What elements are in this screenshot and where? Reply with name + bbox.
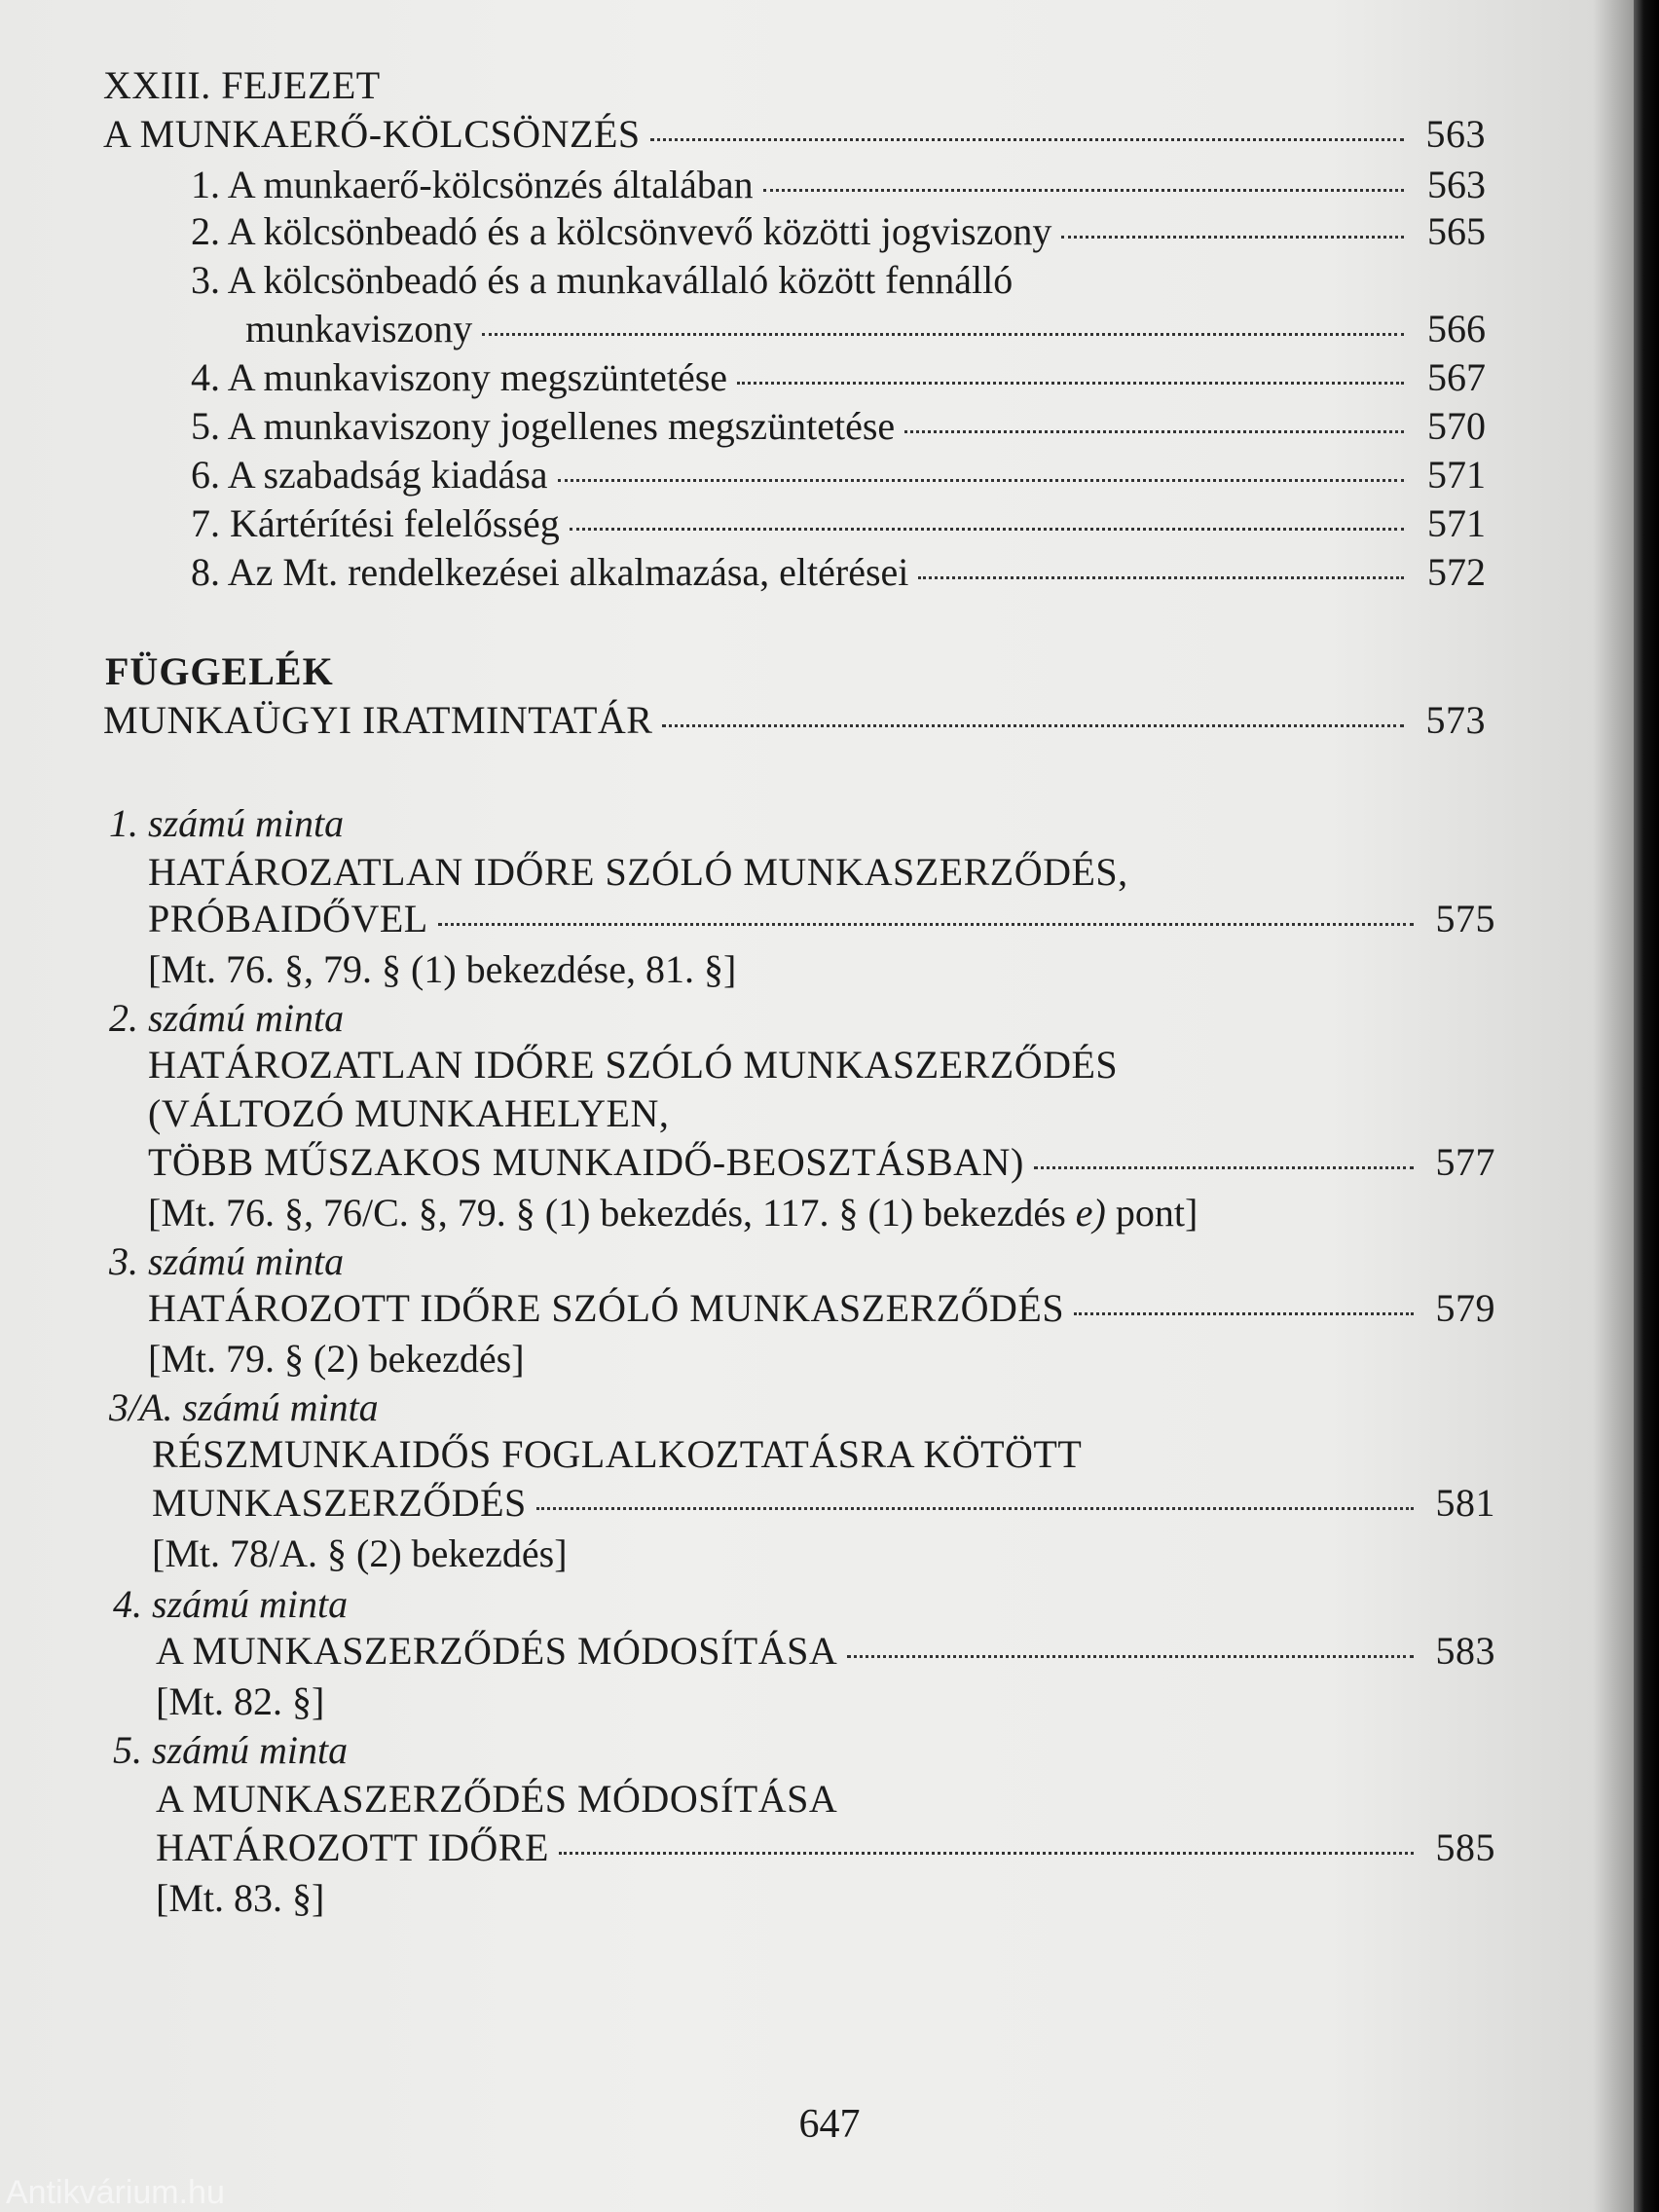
sample-entry [148, 1285, 1495, 1332]
leader-dots [482, 333, 1404, 336]
toc-entry [191, 354, 1486, 401]
chapter-label: XXIII. FEJEZET [103, 63, 381, 107]
sample-reference-text: [Mt. 76. §, 76/C. §, 79. § (1) bekezdés, 117. § (1) bekezdés [148, 1191, 1066, 1235]
sample-label: 5. számú minta [113, 1728, 349, 1772]
chapter-title-entry [103, 111, 1486, 158]
leader-dots [536, 1507, 1414, 1510]
leader-dots [904, 430, 1404, 433]
sample-reference-item: e) [1075, 1191, 1106, 1235]
toc-entry-page: 567 [1427, 355, 1486, 399]
sample-title-line: TÖBB MŰSZAKOS MUNKAIDŐ-BEOSZTÁSBAN) [148, 1140, 1024, 1184]
leader-dots [737, 382, 1404, 385]
toc-entry-page: 565 [1427, 209, 1486, 253]
sample-entry [148, 896, 1495, 942]
leader-dots [570, 528, 1404, 531]
toc-entry-text: 4. A munkaviszony megszüntetése [191, 355, 728, 399]
sample-reference [148, 1190, 1198, 1236]
sample-entry [152, 1480, 1495, 1527]
sample-label: 3/A. számú minta [109, 1385, 379, 1429]
toc-entry-page: 566 [1427, 307, 1486, 350]
chapter-title: A MUNKAERŐ-KÖLCSÖNZÉS [103, 112, 641, 156]
appendix-title-entry [103, 697, 1486, 744]
sample-page: 577 [1435, 1140, 1495, 1184]
sample-page: 581 [1435, 1481, 1495, 1525]
sample-title-line: RÉSZMUNKAIDŐS FOGLALKOZTATÁSRA KÖTÖTT [152, 1432, 1083, 1476]
toc-entry [191, 208, 1486, 255]
leader-dots [763, 189, 1404, 192]
toc-entry-page: 570 [1427, 404, 1486, 448]
leader-dots [847, 1655, 1414, 1658]
sample-reference: [Mt. 82. §] [156, 1679, 325, 1723]
toc-entry-text: 8. Az Mt. rendelkezései alkalmazása, eltérései [191, 550, 909, 594]
watermark-text: Antikvárium.hu [6, 2174, 225, 2211]
page-number: 647 [798, 2102, 861, 2147]
toc-entry-page: 571 [1427, 453, 1486, 497]
sample-title-line: HATÁROZATLAN IDŐRE SZÓLÓ MUNKASZERZŐDÉS [148, 1043, 1119, 1087]
sample-title-line: HATÁROZOTT IDŐRE SZÓLÓ MUNKASZERZŐDÉS [148, 1286, 1065, 1330]
leader-dots [1074, 1312, 1414, 1315]
toc-entry [191, 403, 1486, 450]
toc-entry [191, 162, 1486, 208]
sample-label: 3. számú minta [109, 1239, 345, 1283]
sample-reference-end: pont] [1115, 1191, 1198, 1235]
sample-reference: [Mt. 76. §, 79. § (1) bekezdése, 81. §] [148, 947, 737, 991]
toc-entry-text: 7. Kártérítési felelősség [191, 501, 560, 545]
toc-entry-text: 6. A szabadság kiadása [191, 453, 548, 497]
leader-dots [558, 479, 1404, 482]
leader-dots [1061, 236, 1404, 239]
leader-dots [438, 923, 1414, 926]
toc-entry-text: 2. A kölcsönbeadó és a kölcsönvevő közötti jogviszony [191, 209, 1052, 253]
sample-page: 579 [1435, 1286, 1495, 1330]
toc-entry [191, 500, 1486, 547]
sample-page: 585 [1435, 1825, 1495, 1869]
toc-entry-page: 563 [1427, 163, 1486, 206]
sample-entry [148, 1139, 1495, 1186]
toc-entry-page: 572 [1427, 550, 1486, 594]
toc-entry-text: 5. A munkaviszony jogellenes megszüntetése [191, 404, 896, 448]
sample-entry [156, 1628, 1495, 1675]
leader-dots [650, 138, 1404, 141]
sample-title-line: A MUNKASZERZŐDÉS MÓDOSÍTÁSA [156, 1777, 838, 1821]
sample-title-line: PRÓBAIDŐVEL [148, 897, 428, 940]
sample-title-line: MUNKASZERZŐDÉS [152, 1481, 527, 1525]
toc-entry-continuation: munkaviszony [245, 307, 473, 350]
sample-entry [156, 1825, 1495, 1871]
sample-reference: [Mt. 78/A. § (2) bekezdés] [152, 1531, 568, 1575]
sample-title-line: (VÁLTOZÓ MUNKAHELYEN, [148, 1091, 670, 1135]
sample-label: 4. számú minta [113, 1582, 349, 1626]
appendix-heading: FÜGGELÉK [105, 649, 334, 693]
appendix-page: 573 [1425, 698, 1486, 742]
sample-label: 2. számú minta [109, 996, 345, 1040]
leader-dots [918, 576, 1404, 579]
sample-reference: [Mt. 83. §] [156, 1876, 325, 1920]
toc-entry [191, 452, 1486, 498]
sample-reference: [Mt. 79. § (2) bekezdés] [148, 1337, 525, 1381]
chapter-page: 563 [1425, 112, 1486, 156]
toc-entry [191, 549, 1486, 596]
sample-title-line: HATÁROZOTT IDŐRE [156, 1825, 549, 1869]
sample-title-line: A MUNKASZERZŐDÉS MÓDOSÍTÁSA [156, 1629, 838, 1673]
sample-page: 583 [1435, 1629, 1495, 1673]
toc-entry-text: 1. A munkaerő-kölcsönzés általában [191, 163, 754, 206]
sample-title-line: HATÁROZATLAN IDŐRE SZÓLÓ MUNKASZERZŐDÉS, [148, 850, 1128, 894]
toc-entry-text: 3. A kölcsönbeadó és a munkavállaló között fennálló [191, 258, 1014, 302]
sample-page: 575 [1435, 897, 1495, 940]
toc-entry-page: 571 [1427, 501, 1486, 545]
sample-label: 1. számú minta [109, 801, 345, 845]
appendix-title: MUNKAÜGYI IRATMINTATÁR [103, 698, 653, 742]
leader-dots [559, 1852, 1414, 1855]
toc-entry [245, 306, 1486, 352]
leader-dots [662, 724, 1404, 727]
book-spine [1634, 0, 1659, 2212]
leader-dots [1034, 1166, 1414, 1169]
